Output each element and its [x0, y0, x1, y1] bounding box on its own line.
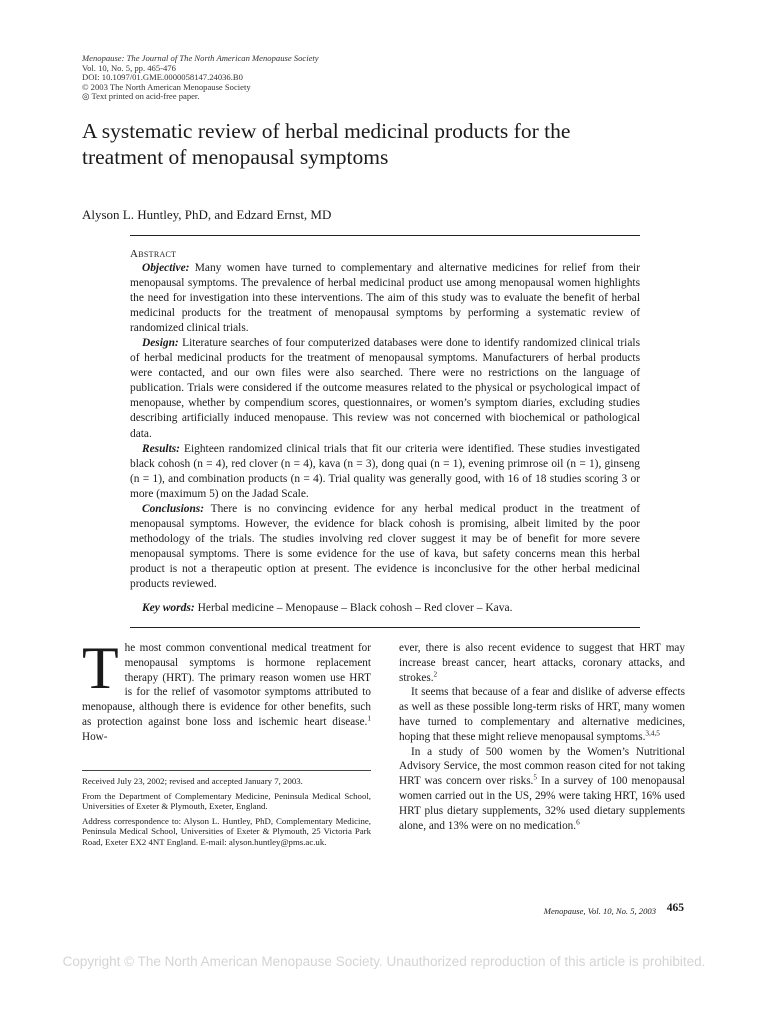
results-text: Eighteen randomized clinical trials that fit our criteria were identified. These studies investigated black cohosh (n = 4), red clover (n = 4), kava (n = 3), dong quai (n = 1), evening primrose oil (n = 1), ginseng (n = 1), and combination products (n = 4). Trial quality was generally good, with 16 of 18 studies scoring 3 or more (maximum 5) on the Jadad Scale.	[130, 442, 640, 500]
right-text-3a: In a study of 500 women by the Women’s Nutritional Advisory Service, the most common reason cited for not taking HRT was concern over risks.	[399, 745, 685, 788]
copyright-watermark: Copyright © The North American Menopause Society. Unauthorized reproduction of this article is prohibited.	[62, 954, 706, 969]
ref-1: 1	[367, 714, 371, 723]
design-text: Literature searches of four computerized databases were done to identify randomized clinical trials of herbal medicinal products for the treatment of menopausal symptoms. Manufacturers of herbal products were contacted, and our own files were also searched. There were no restrictions on the language of publication. Trials were considered if the outcome measures related to the physical or psychological impact of menopause, whether by compendium scores, questionnaires, or women’s symptom diaries, excluding studies describing artificially induced menopause. This review was not concerned with biochemical or pathological data.	[130, 337, 640, 440]
design-label: Design:	[142, 337, 179, 350]
volume-line: Vol. 10, No. 5, pp. 465-476	[82, 62, 176, 73]
affiliation-note: From the Department of Complementary Medicine, Peninsula Medical School, Universities of Exeter & Plymouth, Exeter, England.	[82, 790, 371, 812]
ref-3-5: 3,4,5	[645, 729, 660, 738]
objective-label: Objective:	[142, 262, 190, 274]
keywords-text: Herbal medicine – Menopause – Black cohosh – Red clover – Kava.	[194, 602, 513, 614]
recycle-icon: ◎	[82, 91, 90, 102]
abstract-top-rule	[130, 235, 640, 236]
intro-text: he most common conventional medical treatment for menopausal symptoms is hormone replacement therapy (HRT). The primary reason women use HRT is for the relief of vasomotor symptoms attributed to menopause, although there is evidence for other benefits, such as protection against bone loss and ischemic heart disease.	[82, 642, 371, 728]
right-paragraph-2	[399, 685, 685, 744]
abstract-results	[130, 442, 640, 502]
journal-name: Menopause: The Journal of The North American Menopause Society	[82, 53, 319, 63]
footnotes	[82, 776, 371, 852]
acid-free-note	[82, 92, 319, 102]
body-column-right	[399, 641, 685, 833]
abstract-design	[130, 336, 640, 441]
acid-free-text: Text printed on acid-free paper.	[91, 91, 200, 102]
footnote-rule	[82, 770, 371, 771]
keywords-label: Key words:	[142, 602, 195, 614]
copyright-line: © 2003 The North American Menopause Society	[82, 81, 251, 92]
right-paragraph-1	[399, 641, 685, 685]
abstract	[130, 248, 640, 592]
results-label: Results:	[142, 442, 180, 455]
abstract-heading: Abstract	[130, 248, 177, 260]
keywords	[142, 602, 512, 614]
abstract-objective	[130, 261, 640, 336]
body-column-left	[82, 635, 371, 745]
running-foot: Menopause, Vol. 10, No. 5, 2003	[543, 906, 656, 916]
doi: DOI: 10.1097/01.GME.0000058147.24036.B0	[82, 72, 243, 83]
ref-6: 6	[576, 817, 580, 826]
objective-text: Many women have turned to complementary and alternative medicines for relief from their menopausal symptoms. The prevalence of herbal medicinal product use among menopausal women highlights the need for investigation into these interventions. The aim of this study was to evaluate the benefit of herbal medicinal products for the treatment of menopausal symptoms by performing a systematic review of randomized clinical trials.	[130, 262, 640, 335]
conclusions-text: There is no convincing evidence for any herbal medical product in the treatment of menopausal symptoms. However, the evidence for black cohosh is promising, albeit limited by the poor methodology of the trials. The studies involving red clover suggest it may be of benefit for more severe menopausal symptoms. There is some evidence for the use of kava, but safety concerns mean this herbal product is not a therapeutic option at present. The evidence is inconclusive for the other herbal medicinal products reviewed.	[130, 502, 640, 590]
abstract-conclusions	[130, 502, 640, 592]
right-text-3b: In a survey of 100 menopausal women carried out in the US, 29% were taking HRT, 16% used HRT plus dietary supplements, 32% used dietary supplements alone, and 13% were on no medication.	[399, 775, 685, 832]
ref-2: 2	[433, 669, 438, 678]
correspondence-note: Address correspondence to: Alyson L. Huntley, PhD, Complementary Medicine, Peninsula Medical School, Universities of Exeter & Plymouth, 25 Victoria Park Road, Exeter EX2 4NT England. E-mail: alyson.huntley@pms.ac.uk.	[82, 815, 371, 847]
drop-cap: T	[82, 635, 119, 701]
abstract-bottom-rule	[130, 627, 640, 628]
ref-5: 5	[533, 773, 537, 782]
right-text-1: ever, there is also recent evidence to suggest that HRT may increase breast cancer, heart attacks, coronary attacks, and strokes.	[399, 642, 685, 684]
right-text-2: It seems that because of a fear and dislike of adverse effects as well as these possible long-term risks of HRT, many women have turned to complementary and alternative medicines, hoping that these might relieve menopausal symptoms.	[399, 686, 685, 743]
intro-text-end: How-	[82, 730, 108, 743]
received-note: Received July 23, 2002; revised and accepted January 7, 2003.	[82, 776, 303, 786]
journal-header	[82, 54, 319, 102]
article-title: A systematic review of herbal medicinal products for the treatment of menopausal symptoms	[82, 119, 571, 169]
conclusions-label: Conclusions:	[142, 502, 205, 515]
intro-paragraph	[82, 635, 371, 745]
right-paragraph-3	[399, 745, 685, 834]
article-authors: Alyson L. Huntley, PhD, and Edzard Ernst, MD	[82, 207, 332, 222]
page-number: 465	[666, 902, 684, 914]
